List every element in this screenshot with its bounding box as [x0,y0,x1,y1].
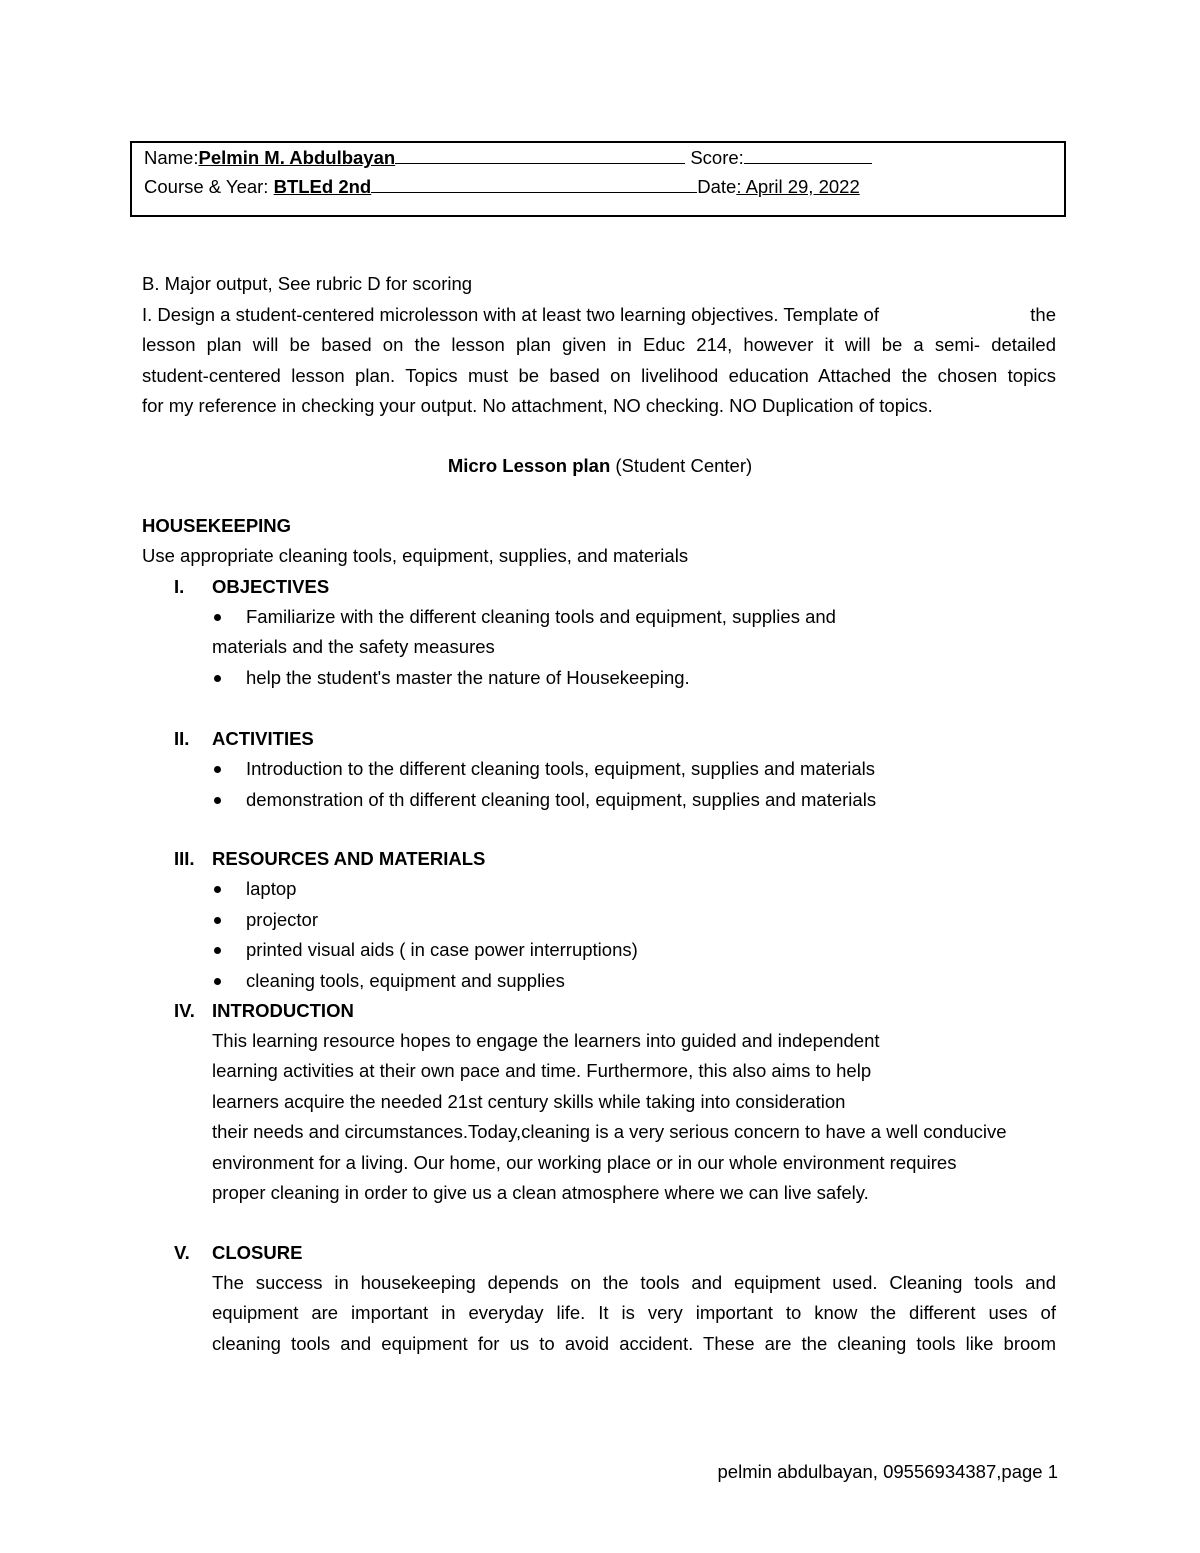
paragraph-line: their needs and circumstances.Today,cleaning is a very serious concern to have a well conducive [212,1121,1007,1143]
list-item [212,905,638,936]
objectives-list-2 [212,663,690,694]
bullet-icon [214,766,221,773]
list-item-text: laptop [246,878,297,899]
instructions-line-2 [142,300,1056,331]
instructions-line-2-end: the [1030,303,1056,325]
section-title: ACTIVITIES [212,728,314,749]
section-activities-heading [174,724,314,754]
section-closure-heading [174,1238,302,1268]
instructions-line-3: lesson plan will be based on the lesson plan given in Educ 214, however it will be a semi- detailed [142,334,1056,355]
list-item-text: demonstration of th different cleaning tool, equipment, supplies and materials [246,788,877,810]
instructions-line-4: student-centered lesson plan. Topics must be based on livelihood education Attached the chosen topics [142,364,1056,386]
section-introduction-heading [174,996,354,1026]
course-value: BTLEd 2nd [273,176,372,197]
list-item-text: projector [246,908,318,930]
paragraph-line: cleaning tools and equipment for us to avoid accident. These are the cleaning tools like broom [212,1332,1056,1354]
bullet-icon [214,797,221,804]
section-title: RESOURCES AND MATERIALS [212,848,486,869]
section-objectives-heading [174,572,329,602]
page-footer: pelmin abdulbayan, 09556934387,page 1 [717,1461,1058,1482]
score-label: Score: [690,147,744,168]
list-item [212,602,836,633]
section-resources-heading [174,844,485,874]
section-title: INTRODUCTION [212,1000,354,1021]
list-item [212,966,638,997]
name-line [144,147,872,169]
objectives-item1-continuation: materials and the safety measures [212,636,495,657]
bullet-icon [214,886,221,893]
list-item-text: cleaning tools, equipment and supplies [246,969,565,991]
paragraph-line: This learning resource hopes to engage the learners into guided and independent [212,1030,880,1051]
name-blank [395,147,685,164]
course-label: Course & Year: [144,176,274,197]
name-value: Pelmin M. Abdulbayan [198,147,396,168]
bullet-icon [214,978,221,985]
paragraph-line: proper cleaning in order to give us a clean atmosphere where we can live safely. [212,1182,869,1204]
instructions-line-5: for my reference in checking your output. No attachment, NO checking. NO Duplication of topics. [142,395,933,416]
list-item-text: Familiarize with the different cleaning tools and equipment, supplies and [246,606,836,627]
topic-heading: HOUSEKEEPING [142,515,292,536]
activities-list [212,754,876,815]
score-blank [744,147,872,164]
list-item [212,663,690,694]
bullet-icon [214,614,221,621]
bullet-icon [214,917,221,924]
paragraph-line: learners acquire the needed 21st century skills while taking into consideration [212,1090,846,1112]
list-item [212,874,638,905]
list-item-text: help the student's master the nature of Housekeeping. [246,667,690,688]
instructions-line-2-main: I. Design a student-centered microlesson with at least two learning objectives. Template of [142,303,879,325]
topic-subtitle: Use appropriate cleaning tools, equipment, supplies, and materials [142,545,689,566]
course-blank [371,176,697,193]
section-number: I. [174,576,185,597]
paragraph-line: environment for a living. Our home, our working place or in our whole environment requires [212,1151,957,1173]
list-item-text: printed visual aids ( in case power interruptions) [246,939,638,960]
instructions-line-1: B. Major output, See rubric D for scoring [142,273,473,294]
section-title: OBJECTIVES [212,576,330,597]
date-label: Date [697,176,737,197]
list-item [212,785,876,816]
section-title: CLOSURE [212,1242,303,1263]
section-number: II. [174,728,190,749]
paragraph-line: The success in housekeeping depends on the tools and equipment used. Cleaning tools and [212,1272,1056,1293]
closure-paragraph [212,1268,1056,1359]
header-box [130,141,1066,217]
list-item [212,754,876,785]
instructions [142,269,1056,422]
section-number: III. [174,848,195,869]
plan-title [0,451,1200,481]
section-number: IV. [174,1000,195,1021]
list-item-text: Introduction to the different cleaning tools, equipment, supplies and materials [246,758,876,779]
plan-title-bold: Micro Lesson plan [447,455,611,476]
date-value: : April 29, 2022 [736,176,860,197]
resources-list [212,874,638,996]
bullet-icon [214,675,221,682]
name-label: Name: [144,147,199,168]
plan-title-rest: (Student Center) [610,455,753,476]
section-number: V. [174,1242,190,1263]
bullet-icon [214,947,221,954]
paragraph-line: learning activities at their own pace and time. Furthermore, this also aims to help [212,1060,872,1082]
introduction-paragraph [212,1026,1007,1208]
objectives-list [212,602,836,633]
course-line [144,176,860,198]
list-item [212,935,638,966]
paragraph-line: equipment are important in everyday life. It is very important to know the different uses of [212,1302,1056,1324]
